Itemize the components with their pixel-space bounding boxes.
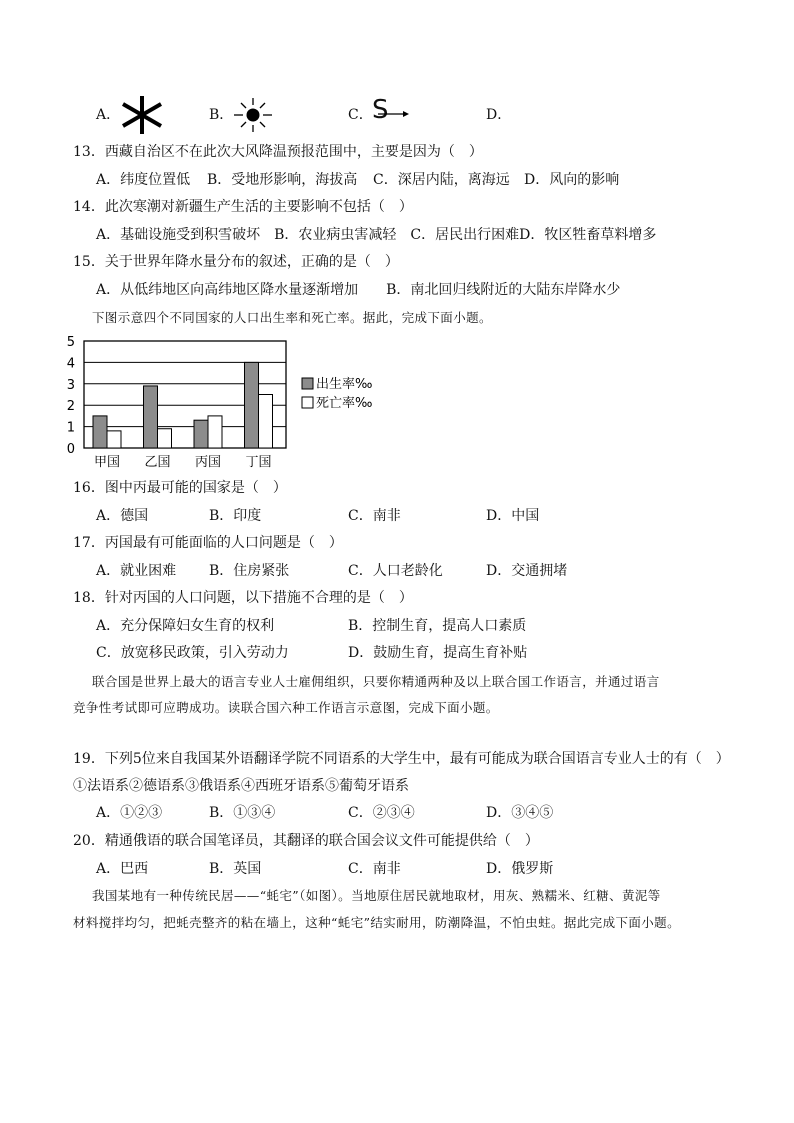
legend-swatch bbox=[302, 378, 313, 389]
q17-option-a: A．就业困难 bbox=[96, 563, 177, 579]
q15-stem: 15．关于世界年降水量分布的叙述，正确的是（ ） bbox=[73, 254, 399, 270]
wind-s-arrow-icon bbox=[372, 97, 412, 131]
un-intro-line1: 联合国是世界上最大的语言专业人士雇佣组织，只要你精通两种及以上联合国工作语言，并通过语言 bbox=[92, 674, 660, 689]
q16-stem: 16．图中丙最可能的国家是（ ） bbox=[73, 480, 287, 496]
q19-stem: 19．下列5位来自我国某外语翻译学院不同语系的大学生中，最有可能成为联合国语言专业人士的有（ ） bbox=[73, 751, 730, 767]
bar-birth bbox=[194, 420, 208, 448]
q18-option-d: D．鼓励生育，提高生育补贴 bbox=[348, 645, 528, 661]
q20-stem: 20．精通俄语的联合国笔译员，其翻译的联合国会议文件可能提供给（ ） bbox=[73, 833, 539, 849]
x-category-label: 甲国 bbox=[93, 455, 121, 470]
q12-option-a-label: A． bbox=[96, 107, 121, 123]
q13-option-b: B．受地形影响，海拔高 bbox=[207, 172, 358, 188]
birth-death-rate-chart bbox=[60, 330, 380, 475]
y-tick-label: 4 bbox=[66, 356, 75, 372]
chart-intro: 下图示意四个不同国家的人口出生率和死亡率。据此，完成下面小题。 bbox=[92, 310, 492, 325]
q14-options: A．基础设施受到积雪破坏 B．农业病虫害减轻 C．居民出行困难D．牧区牲畜草料增多 bbox=[96, 227, 657, 243]
q12-option-b-label: B． bbox=[209, 107, 234, 123]
bar-death bbox=[208, 416, 222, 448]
q18-option-b: B．控制生育，提高人口素质 bbox=[348, 618, 527, 634]
q16-option-a: A．德国 bbox=[96, 508, 149, 524]
q15-options: A．从低纬地区向高纬地区降水量逐渐增加 B．南北回归线附近的大陆东岸降水少 bbox=[96, 282, 621, 298]
y-tick-label: 1 bbox=[66, 420, 75, 436]
q16-option-d: D．中国 bbox=[486, 508, 540, 524]
bar-birth bbox=[144, 386, 158, 448]
q19-items: ①法语系②德语系③俄语系④西班牙语系⑤葡萄牙语系 bbox=[73, 778, 409, 794]
y-tick-label: 2 bbox=[66, 399, 75, 415]
legend-label: 死亡率‰ bbox=[316, 396, 373, 411]
q20-option-c: C．南非 bbox=[348, 861, 401, 877]
q19-option-d: D．③④⑤ bbox=[486, 805, 554, 821]
sun-icon bbox=[232, 97, 274, 133]
x-category-label: 丁国 bbox=[245, 455, 272, 470]
un-intro-line2: 竞争性考试即可应聘成功。读联合国六种工作语言示意图，完成下面小题。 bbox=[73, 700, 499, 715]
q19-option-b: B．①③④ bbox=[209, 805, 276, 821]
q17-option-c: C．人口老龄化 bbox=[348, 563, 443, 579]
q18-option-c: C．放宽移民政策，引入劳动力 bbox=[96, 645, 289, 661]
q14-stem: 14．此次寒潮对新疆生产生活的主要影响不包括（ ） bbox=[73, 199, 413, 215]
q20-option-a: A．巴西 bbox=[96, 861, 149, 877]
q13-option-d: D．风向的影响 bbox=[524, 172, 620, 188]
q20-option-b: B．英国 bbox=[209, 861, 262, 877]
q12-option-c-label: C． bbox=[348, 107, 373, 123]
q16-option-b: B．印度 bbox=[209, 508, 262, 524]
y-tick-label: 5 bbox=[66, 335, 75, 350]
house-intro-line2: 材料搅拌均匀，把蚝壳整齐的粘在墙上，这种“蚝宅”结实耐用，防潮降温，不怕虫蛀。据此完成下面小题。 bbox=[73, 915, 680, 930]
snowflake-asterisk-icon bbox=[118, 94, 166, 136]
bar-death bbox=[259, 395, 273, 449]
q19-option-c: C．②③④ bbox=[348, 805, 415, 821]
q20-option-d: D．俄罗斯 bbox=[486, 861, 554, 877]
q17-option-b: B．住房紧张 bbox=[209, 563, 290, 579]
q16-option-c: C．南非 bbox=[348, 508, 401, 524]
q18-stem: 18．针对丙国的人口问题，以下措施不合理的是（ ） bbox=[73, 590, 413, 606]
y-tick-label: 0 bbox=[66, 442, 75, 457]
x-category-label: 乙国 bbox=[144, 455, 171, 470]
bar-birth bbox=[245, 362, 259, 448]
q13-option-c: C．深居内陆，离海远 bbox=[373, 172, 510, 188]
q12-option-d-label: D． bbox=[486, 107, 512, 123]
house-intro-line1: 我国某地有一种传统民居——“蚝宅”（如图）。当地原住居民就地取材，用灰、熟糯米、红糖、黄泥等 bbox=[92, 888, 661, 903]
bar-death bbox=[107, 431, 121, 448]
bar-birth bbox=[93, 416, 107, 448]
q17-stem: 17．丙国最有可能面临的人口问题是（ ） bbox=[73, 535, 343, 551]
q18-option-a: A．充分保障妇女生育的权利 bbox=[96, 618, 275, 634]
q19-option-a: A．①②③ bbox=[96, 805, 163, 821]
legend-label: 出生率‰ bbox=[316, 377, 373, 392]
q13-option-a: A．纬度位置低 bbox=[96, 172, 191, 188]
wind-s-symbol: S bbox=[372, 95, 389, 125]
q17-option-d: D．交通拥堵 bbox=[486, 563, 568, 579]
y-tick-label: 3 bbox=[66, 377, 75, 393]
bar-death bbox=[158, 429, 172, 448]
x-category-label: 丙国 bbox=[194, 455, 222, 470]
legend-swatch bbox=[302, 397, 313, 408]
q13-stem: 13．西藏自治区不在此次大风降温预报范围中，主要是因为（ ） bbox=[73, 144, 483, 160]
